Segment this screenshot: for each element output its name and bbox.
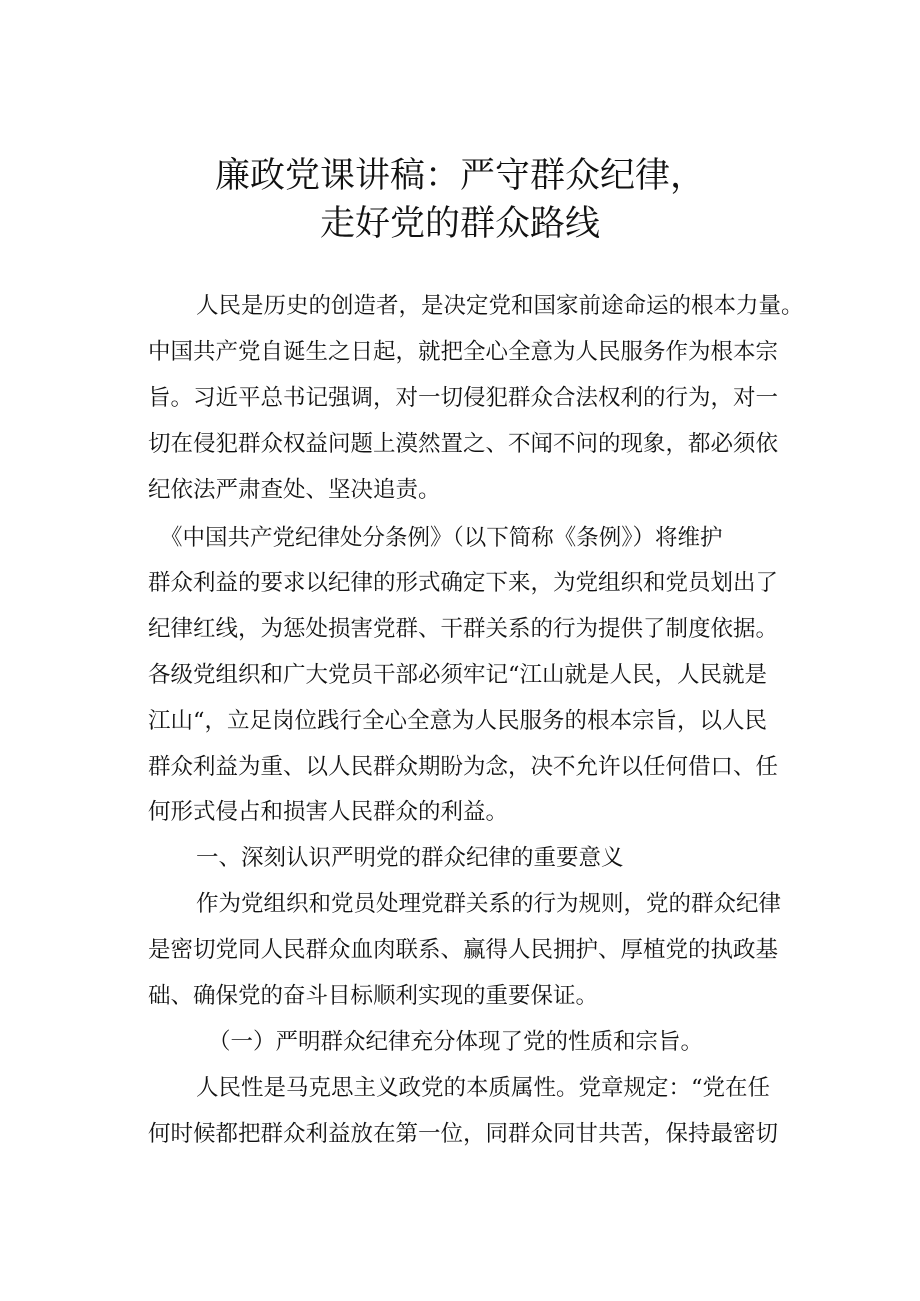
section-paragraph-line-1: 作为党组织和党员处理党群关系的行为规则，党的群众纪律 xyxy=(196,891,782,917)
subheading: （一）严明群众纪律充分体现了党的性质和宗旨。 xyxy=(208,1029,704,1055)
paragraph-1-line-3: 旨。习近平总书记强调，对一切侵犯群众合法权利的行为，对一 xyxy=(148,385,779,411)
last-paragraph-line-1: 人民性是马克思主义政党的本质属性。党章规定：“党在任 xyxy=(196,1075,771,1101)
paragraph-1-line-1: 人民是历史的创造者，是决定党和国家前途命运的根本力量。 xyxy=(196,293,804,319)
paragraph-2-line-1: 《中国共产党纪律处分条例》（以下简称《条例》）将维护 xyxy=(160,525,723,551)
paragraph-2-line-2: 群众利益的要求以纪律的形式确定下来，为党组织和党员划出了 xyxy=(148,570,779,596)
paragraph-1-line-4: 切在侵犯群众权益问题上漠然置之、不闻不问的现象，都必须依 xyxy=(148,431,779,457)
paragraph-2-line-5: 江山“，立足岗位践行全心全意为人民服务的根本宗旨，以人民 xyxy=(148,708,768,734)
section-heading: 一、深刻认识严明党的群众纪律的重要意义 xyxy=(196,845,624,871)
paragraph-2-line-6: 群众利益为重、以人民群众期盼为念，决不允许以任何借口、任 xyxy=(148,754,779,780)
document-title-line-2: 走好党的群众路线 xyxy=(319,204,600,244)
paragraph-1-line-5: 纪依法严肃查处、坚决追责。 xyxy=(148,477,441,503)
document-title-line-1: 廉政党课讲稿：严守群众纪律， xyxy=(214,156,705,196)
section-paragraph-line-2: 是密切党同人民群众血肉联系、赢得人民拥护、厚植党的执政基 xyxy=(148,937,779,963)
paragraph-2-line-7: 何形式侵占和损害人民群众的利益。 xyxy=(148,799,509,825)
last-paragraph-line-2: 何时候都把群众利益放在第一位，同群众同甘共苦，保持最密切 xyxy=(148,1121,779,1147)
paragraph-1-line-2: 中国共产党自诞生之日起，就把全心全意为人民服务作为根本宗 xyxy=(148,339,779,365)
paragraph-2-line-3: 纪律红线，为惩处损害党群、干群关系的行为提供了制度依据。 xyxy=(148,616,779,642)
section-paragraph-line-3: 础、确保党的奋斗目标顺利实现的重要保证。 xyxy=(148,983,599,1009)
paragraph-2-line-4: 各级党组织和广大党员干部必须牢记“江山就是人民，人民就是 xyxy=(148,662,768,688)
